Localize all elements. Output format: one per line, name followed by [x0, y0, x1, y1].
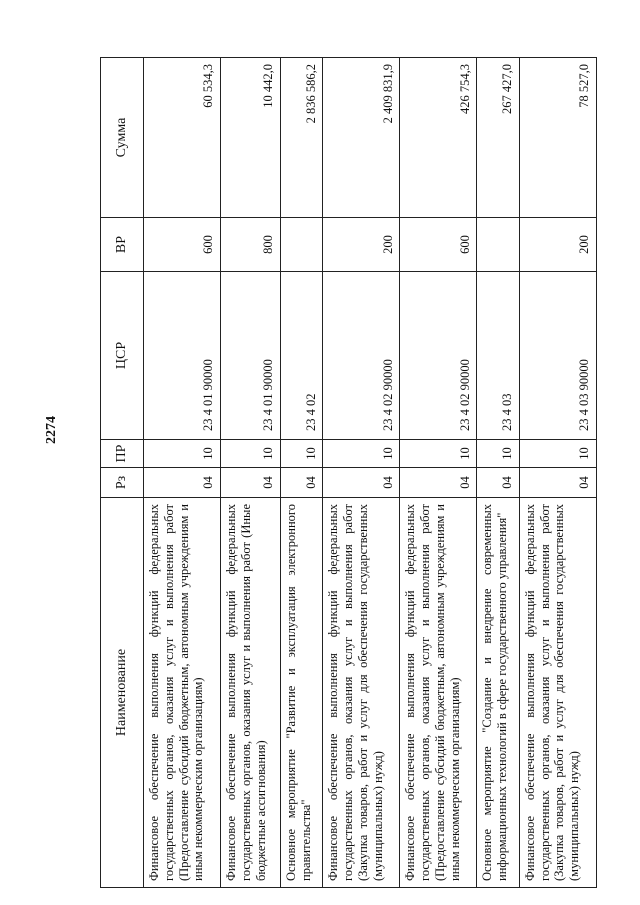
row-csr: 23 4 01 90000 — [144, 272, 221, 440]
row-name: Финансовое обеспечение выполнения функций федеральных государственных органов, оказания услуг и выполнения работ (Предоставление субсидий бюджетным, автономным учреждениям и иным некоммерческим организациям) — [400, 498, 477, 888]
row-sum: 426 754,3 — [400, 58, 477, 218]
row-rz: 04 — [400, 468, 477, 498]
row-sum: 2 409 831,9 — [323, 58, 400, 218]
row-vr: 200 — [323, 218, 400, 272]
row-csr: 23 4 01 90000 — [221, 272, 281, 440]
row-pr: 10 — [221, 440, 281, 468]
row-rz: 04 — [519, 468, 596, 498]
row-vr — [280, 218, 323, 272]
row-rz: 04 — [323, 468, 400, 498]
table-row — [477, 58, 520, 888]
header-csr: ЦСР — [101, 272, 144, 440]
header-vr: ВР — [101, 218, 144, 272]
row-rz: 04 — [477, 468, 520, 498]
table-row — [280, 58, 323, 888]
row-vr: 600 — [144, 218, 221, 272]
row-name: Основное мероприятие "Создание и внедрение современных информационных технологий в сфере государственного управления" — [477, 498, 520, 888]
header-rz: Рз — [101, 468, 144, 498]
row-sum: 2 836 586,2 — [280, 58, 323, 218]
table-row — [221, 58, 281, 888]
row-pr: 10 — [280, 440, 323, 468]
row-pr: 10 — [144, 440, 221, 468]
row-name: Финансовое обеспечение выполнения функций федеральных государственных органов, оказания услуг и выполнения работ (Иные бюджетные ассигнования) — [221, 498, 281, 888]
budget-table — [100, 57, 597, 888]
row-csr: 23 4 03 — [477, 272, 520, 440]
table-row — [400, 58, 477, 888]
row-name: Финансовое обеспечение выполнения функций федеральных государственных органов, оказания услуг и выполнения работ (Закупка товаров, работ и услуг для обеспечения государственных (муниципальных) нужд) — [519, 498, 596, 888]
table-header-row — [101, 58, 144, 888]
rotated-table-wrapper — [100, 58, 597, 888]
row-csr: 23 4 02 90000 — [400, 272, 477, 440]
row-name: Финансовое обеспечение выполнения функций федеральных государственных органов, оказания услуг и выполнения работ (Закупка товаров, работ и услуг для обеспечения государственных (муниципальных) нужд) — [323, 498, 400, 888]
page-number: 2274 — [44, 416, 59, 444]
table-row — [323, 58, 400, 888]
row-pr: 10 — [323, 440, 400, 468]
row-vr: 200 — [519, 218, 596, 272]
row-csr: 23 4 02 90000 — [323, 272, 400, 440]
row-pr: 10 — [477, 440, 520, 468]
header-pr: ПР — [101, 440, 144, 468]
row-vr: 600 — [400, 218, 477, 272]
header-name: Наименование — [101, 498, 144, 888]
row-csr: 23 4 03 90000 — [519, 272, 596, 440]
row-sum: 267 427,0 — [477, 58, 520, 218]
row-rz: 04 — [144, 468, 221, 498]
row-rz: 04 — [280, 468, 323, 498]
row-sum: 78 527,0 — [519, 58, 596, 218]
row-name: Финансовое обеспечение выполнения функций федеральных государственных органов, оказания услуг и выполнения работ (Предоставление субсидий бюджетным, автономным учреждениям и иным некоммерческим организациям) — [144, 498, 221, 888]
header-sum: Сумма — [101, 58, 144, 218]
row-vr: 800 — [221, 218, 281, 272]
table-row — [144, 58, 221, 888]
row-rz: 04 — [221, 468, 281, 498]
row-pr: 10 — [519, 440, 596, 468]
row-sum: 60 534,3 — [144, 58, 221, 218]
row-vr — [477, 218, 520, 272]
row-sum: 10 442,0 — [221, 58, 281, 218]
row-csr: 23 4 02 — [280, 272, 323, 440]
row-name: Основное мероприятие "Развитие и эксплуатация электронного правительства" — [280, 498, 323, 888]
row-pr: 10 — [400, 440, 477, 468]
table-row — [519, 58, 596, 888]
